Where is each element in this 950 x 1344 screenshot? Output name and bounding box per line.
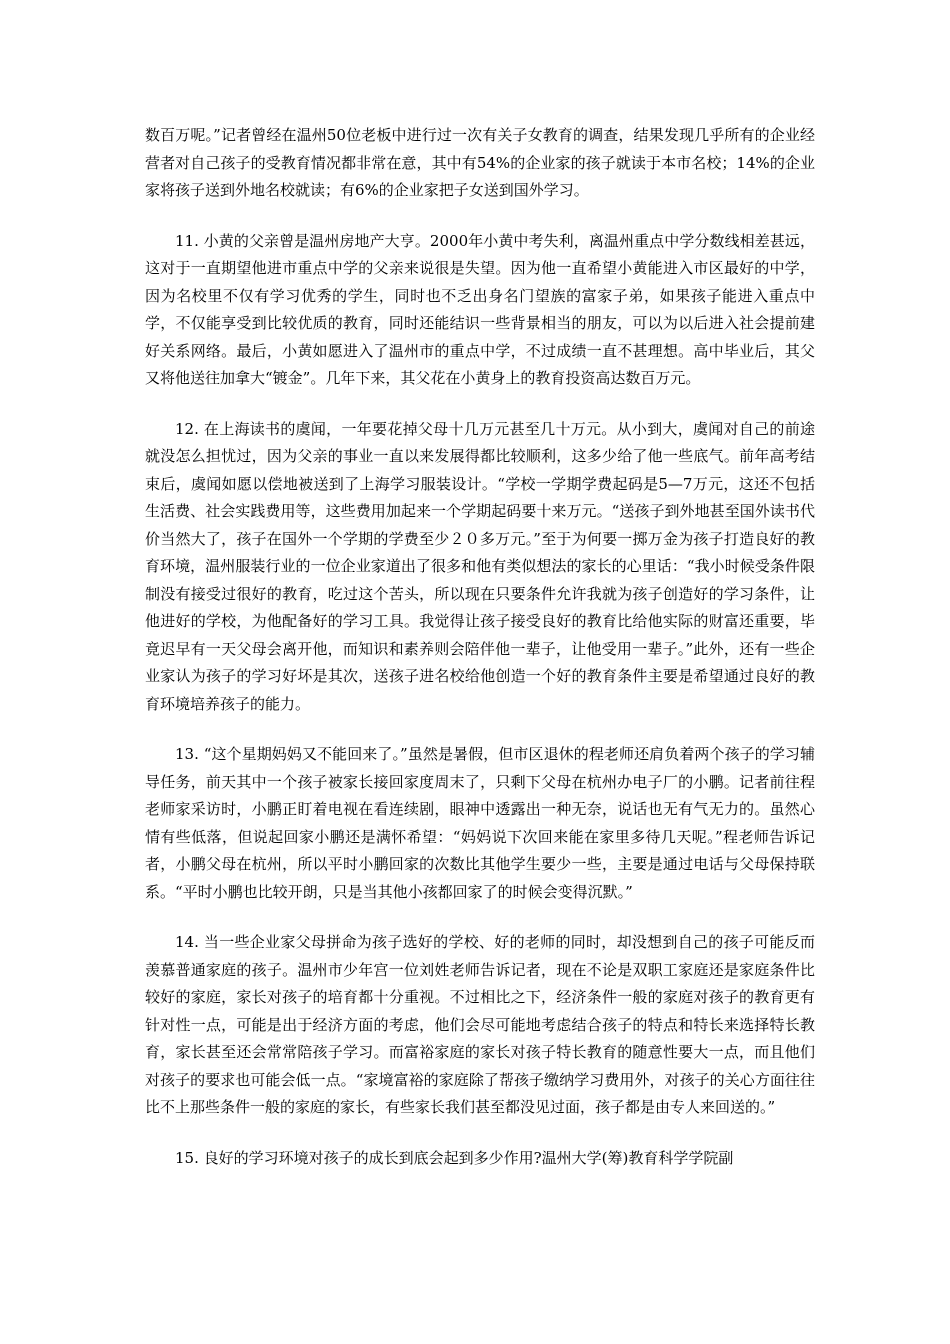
paragraph-11: 11. 小黄的父亲曾是温州房地产大亨。2000年小黄中考失利，离温州重点中学分数线相差甚远，这对于一直期望他进市重点中学的父亲来说很是失望。因为他一直希望小黄能进入市区最好的中学，因为名校里不仅有学习优秀的学生，同时也不乏出身名门望族的富家子弟，如果孩子能进入重点中学，不仅能享受到比较优质的教育，同时还能结识一些背景相当的朋友，可以为以后进入社会提前建好关系网络。最后，小黄如愿进入了温州市的重点中学，不过成绩一直不甚理想。高中毕业后，其父又将他送往加拿大“镀金”。几年下来，其父花在小黄身上的教育投资高达数百万元。	[145, 231, 815, 387]
paragraph-14: 14. 当一些企业家父母拼命为孩子选好的学校、好的老师的同时，却没想到自己的孩子可能反而羡慕普通家庭的孩子。温州市少年宫一位刘姓老师告诉记者，现在不论是双职工家庭还是家庭条件比较好的家庭，家长对孩子的培育都十分重视。不过相比之下，经济条件一般的家庭对孩子的教育更有针对性一点，可能是出于经济方面的考虑，他们会尽可能地考虑结合孩子的特点和特长来选择特长教育，家长甚至还会常常陪孩子学习。而富裕家庭的家长对孩子特长教育的随意性要大一点，而且他们对孩子的要求也可能会低一点。“家境富裕的家庭除了帮孩子缴纳学习费用外，对孩子的关心方面往往比不上那些条件一般的家庭的家长，有些家长我们甚至都没见过面，孩子都是由专人来回送的。”	[145, 933, 815, 1116]
paragraph-13: 13. “这个星期妈妈又不能回来了。”虽然是暑假，但市区退休的程老师还肩负着两个孩子的学习辅导任务，前天其中一个孩子被家长接回家度周末了，只剩下父母在杭州办电子厂的小鹏。记者前往程老师家采访时，小鹏正盯着电视在看连续剧，眼神中透露出一种无奈，说话也无有气无力的。虽然心情有些低落，但说起回家小鹏还是满怀希望：“妈妈说下次回来能在家里多待几天呢。”程老师告诉记者，小鹏父母在杭州，所以平时小鹏回家的次数比其他学生要少一些，主要是通过电话与父母保持联系。“平时小鹏也比较开朗，只是当其他小孩都回家了的时候会变得沉默。”	[145, 745, 815, 901]
document-page	[145, 122, 815, 1195]
paragraph-15: 15. 良好的学习环境对孩子的成长到底会起到多少作用?温州大学(筹)教育科学学院副	[175, 1148, 734, 1167]
paragraph-continuation: 数百万呢。”记者曾经在温州50位老板中进行过一次有关子女教育的调查，结果发现几乎所有的企业经营者对自己孩子的受教育情况都非常在意，其中有54%的企业家的孩子就读于本市名校；14%的企业家将孩子送到外地名校就读；有6%的企业家把子女送到国外学习。	[145, 126, 815, 199]
paragraph-12: 12. 在上海读书的虞闻，一年要花掉父母十几万元甚至几十万元。从小到大，虞闻对自己的前途就没怎么担忧过，因为父亲的事业一直以来发展得都比较顺利，这多少给了他一些底气。前年高考结束后，虞闻如愿以偿地被送到了上海学习服装设计。“学校一学期学费起码是5—7万元，这还不包括生活费、社会实践费用等，这些费用加起来一个学期起码要十来万元。“送孩子到外地甚至国外读书代价当然大了，孩子在国外一个学期的学费至少２０多万元。”至于为何要一掷万金为孩子打造良好的教育环境，温州服装行业的一位企业家道出了很多和他有类似想法的家长的心里话：“我小时候受条件限制没有接受过很好的教育，吃过这个苦头，所以现在只要条件允许我就为孩子创造好的学习条件，让他进好的学校，为他配备好的学习工具。我觉得让孩子接受良好的教育比给他实际的财富还重要，毕竟迟早有一天父母会离开他，而知识和素养则会陪伴他一辈子，让他受用一辈子。”此外，还有一些企业家认为孩子的学习好坏是其次，送孩子进名校给他创造一个好的教育条件主要是希望通过良好的教育环境培养孩子的能力。	[145, 419, 815, 713]
